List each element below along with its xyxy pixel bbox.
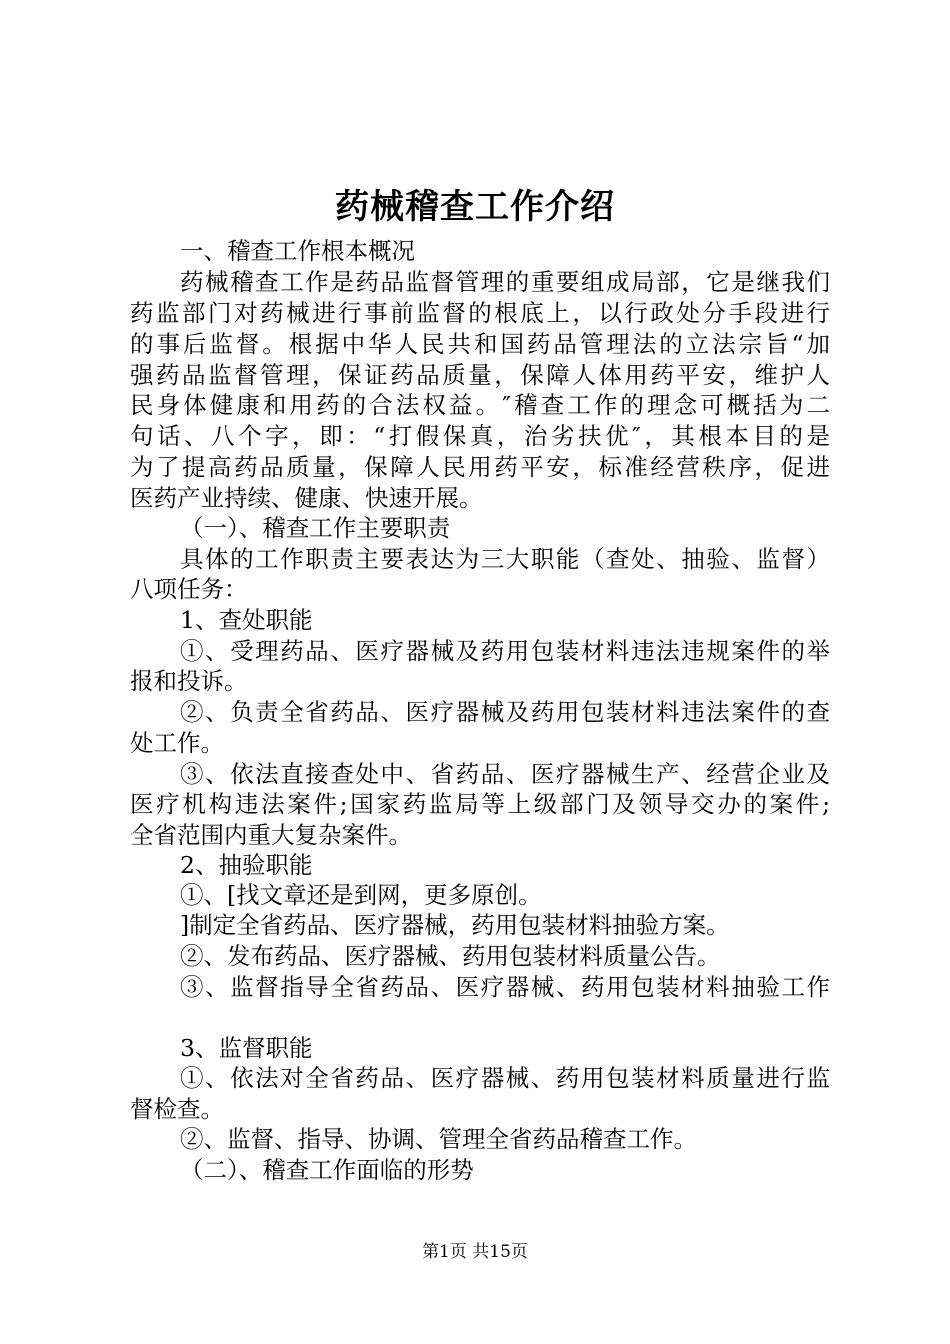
paragraph-line: 报和投诉。: [130, 667, 248, 695]
paragraph-line: ]制定全省药品、医疗器械，药用包装材料抽验方案。: [180, 911, 730, 939]
paragraph-line: 民身体健康和用药的合法权益。″稽查工作的理念可概括为二: [130, 391, 830, 419]
document-title: 药械稽查工作介绍: [335, 187, 615, 227]
paragraph-line: ③、依法直接查处中、省药品、医疗器械生产、经营企业及: [180, 760, 830, 788]
paragraph-line: ②、监督、指导、协调、管理全省药品稽查工作。: [180, 1125, 697, 1153]
paragraph-line: 为了提高药品质量，保障人民用药平安，标准经营秩序，促进: [130, 453, 830, 481]
paragraph-line: 全省范围内重大复杂案件。: [130, 821, 412, 849]
paragraph-line: ③、监督指导全省药品、医疗器械、药用包装材料抽验工作: [180, 973, 830, 1001]
page-footer: 第1页 共15页: [422, 1242, 528, 1262]
paragraph-line: 的事后监督。根据中华人民共和国药品管理法的立法宗旨“加: [130, 330, 830, 358]
paragraph-line: 句话、八个字，即：“打假保真，治劣扶优″，其根本目的是: [130, 422, 830, 450]
paragraph-line: 具体的工作职责主要表达为三大职能（查处、抽验、监督）: [180, 545, 830, 573]
subsection-heading: （二）、稽查工作面临的形势: [180, 1156, 474, 1184]
paragraph-line: 八项任务：: [130, 575, 248, 603]
paragraph-line: 药械稽查工作是药品监督管理的重要组成局部，它是继我们: [180, 268, 830, 296]
paragraph-line: ①、受理药品、医疗器械及药用包装材料违法违规案件的举: [180, 637, 830, 665]
paragraph-line: ②、发布药品、医疗器械、药用包装材料质量公告。: [180, 942, 721, 970]
paragraph-line: 处工作。: [130, 729, 224, 757]
paragraph-line: 医药产业持续、健康、快速开展。: [130, 484, 483, 512]
paragraph-line: 督检查。: [130, 1095, 224, 1123]
subsection-heading: （一）、稽查工作主要职责: [180, 514, 451, 542]
paragraph-line: ①、[找文章还是到网，更多原创。: [180, 881, 542, 909]
paragraph-line: ②、负责全省药品、医疗器械及药用包装材料违法案件的查: [180, 698, 830, 726]
item-heading: 1、查处职能: [180, 606, 313, 634]
paragraph-line: 医疗机构违法案件;国家药监局等上级部门及领导交办的案件;: [130, 790, 830, 818]
paragraph-line: ①、依法对全省药品、医疗器械、药用包装材料质量进行监: [180, 1064, 830, 1092]
item-heading: 2、抽验职能: [180, 851, 313, 879]
paragraph-line: 强药品监督管理，保证药品质量，保障人体用药平安，维护人: [130, 361, 830, 389]
paragraph-line: 药监部门对药械进行事前监督的根底上，以行政处分手段进行: [130, 299, 830, 327]
item-heading: 3、监督职能: [180, 1034, 313, 1062]
section-heading: 一、稽查工作根本概况: [180, 237, 415, 265]
